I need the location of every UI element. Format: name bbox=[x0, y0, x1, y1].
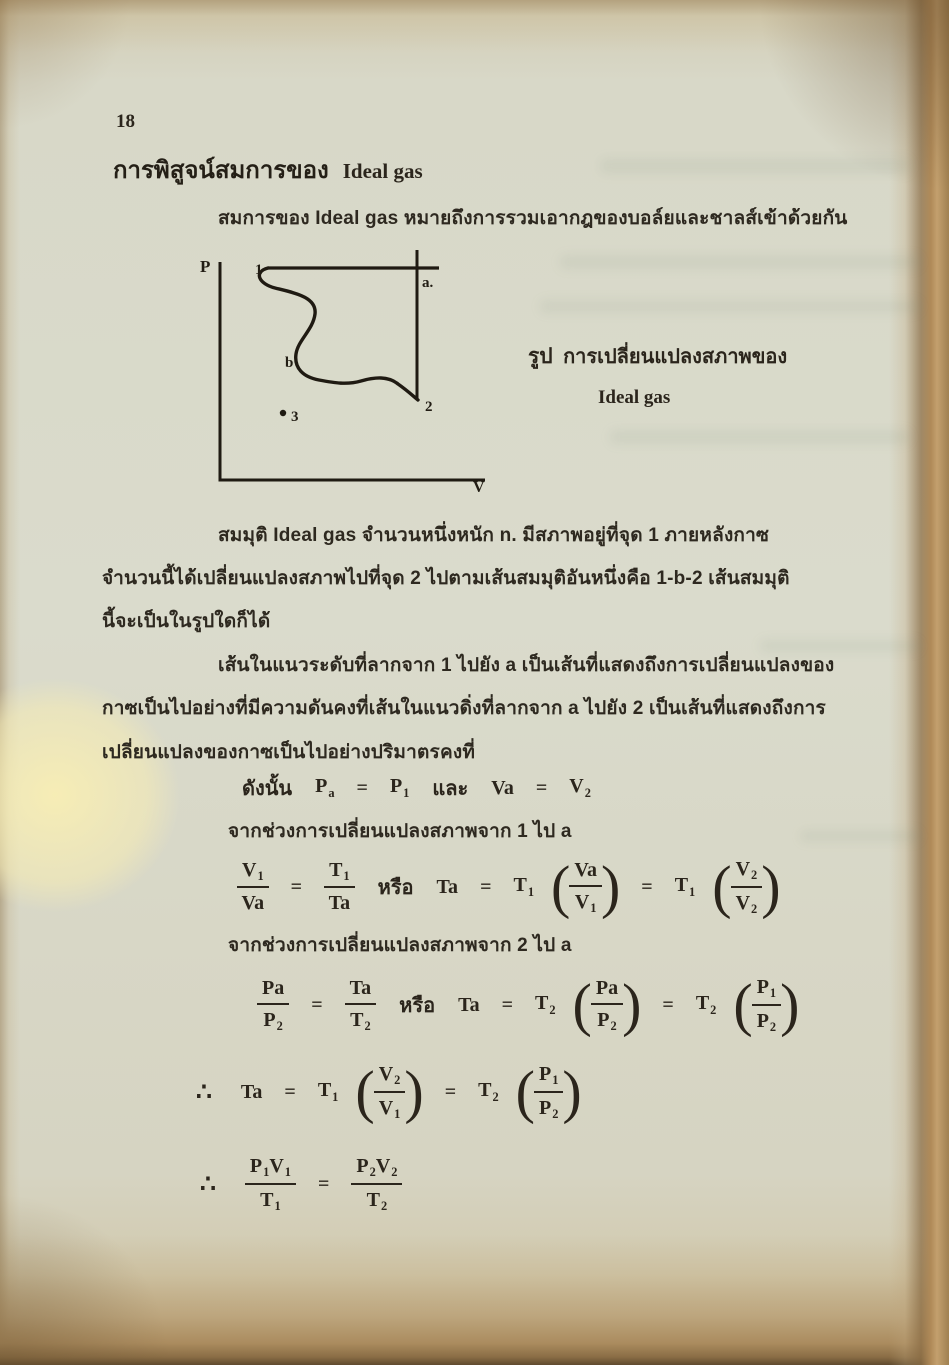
operator: = bbox=[480, 875, 492, 898]
bleed-through-mark bbox=[610, 430, 910, 444]
parenthesized-fraction: ( $\frac{Va}{V_1}$ ) bbox=[551, 853, 621, 921]
paragraph-line: จากช่วงการเปลี่ยนแปลงสภาพจาก 1 ไป a bbox=[228, 821, 572, 842]
thai-word: และ bbox=[432, 778, 469, 800]
therefore-symbol: ∴ bbox=[200, 1171, 218, 1198]
parenthesized-fraction: ( $\frac{P_1}{P_2}$ ) bbox=[733, 971, 800, 1039]
math-term: $P_1$ bbox=[389, 775, 410, 800]
section-heading bbox=[113, 150, 423, 189]
page-number: 18 bbox=[116, 111, 135, 132]
pv-diagram bbox=[195, 248, 495, 493]
operator: = bbox=[444, 1080, 457, 1103]
math-term: Va bbox=[491, 776, 514, 799]
bleed-through-mark bbox=[600, 158, 910, 174]
math-term: $V_2$ bbox=[569, 775, 591, 800]
thai-word: ดังนั้น bbox=[242, 778, 293, 800]
operator: = bbox=[641, 875, 653, 898]
equation-1 bbox=[228, 848, 789, 926]
bleed-through-mark bbox=[540, 300, 920, 313]
math-term: $T_2$ bbox=[478, 1079, 499, 1104]
math-term: $T_2$ bbox=[535, 992, 556, 1017]
point-b-label: b bbox=[285, 355, 294, 371]
heading-thai: การพิสูจน์สมการของ bbox=[113, 157, 329, 184]
operator: = bbox=[535, 776, 548, 799]
paragraph-line: จากช่วงการเปลี่ยนแปลงสภาพจาก 2 ไป a bbox=[228, 935, 572, 956]
math-term: Ta bbox=[458, 993, 480, 1016]
paragraph-line: นี้จะเป็นในรูปใดก็ได้ bbox=[102, 611, 271, 632]
fraction: $\frac{Pa}{P_2}$ bbox=[257, 977, 289, 1034]
point-3-label: 3 bbox=[291, 409, 299, 425]
heading-latin: Ideal gas bbox=[342, 159, 423, 183]
paragraph-line: เปลี่ยนแปลงของกาซเป็นไปอย่างปริมาตรคงที่ bbox=[102, 742, 476, 763]
point-3-dot bbox=[280, 410, 286, 416]
bleed-through-mark bbox=[560, 255, 920, 269]
operator: = bbox=[662, 993, 674, 1016]
point-a-label: a. bbox=[422, 275, 434, 291]
operator: = bbox=[290, 875, 303, 898]
paragraph-line: กาซเป็นไปอย่างที่มีความดันคงที่เส้นในแนวดิ่งที่ลากจาก a ไปยัง 2 เป็นเส้นที่แสดงถึงการ bbox=[102, 698, 826, 719]
parenthesized-fraction: ( $\frac{V_2}{V_2}$ ) bbox=[712, 853, 781, 921]
therefore-symbol: ∴ bbox=[196, 1079, 214, 1106]
operator: = bbox=[311, 993, 323, 1016]
math-term: $T_1$ bbox=[317, 1079, 339, 1104]
math-term: $T_1$ bbox=[513, 874, 535, 899]
bleed-through-mark bbox=[800, 830, 920, 842]
operator: = bbox=[501, 993, 513, 1016]
equation-given bbox=[228, 772, 600, 804]
fraction: $\frac{P_2V_2}{T_2}$ bbox=[351, 1155, 402, 1213]
y-axis-label: P bbox=[200, 257, 211, 276]
operator: = bbox=[317, 1172, 330, 1195]
point-2-label: 2 bbox=[425, 399, 433, 415]
parenthesized-fraction: ( $\frac{V_2}{V_1}$ ) bbox=[355, 1058, 424, 1126]
math-term: $P_a$ bbox=[315, 775, 335, 800]
paragraph-line: เส้นในแนวระดับที่ลากจาก 1 ไปยัง a เป็นเส้นที่แสดงถึงการเปลี่ยนแปลงของ bbox=[218, 655, 835, 676]
operator: = bbox=[284, 1080, 296, 1103]
thai-word: หรือ bbox=[377, 877, 414, 899]
paragraph-line: สมมุติ Ideal gas จำนวนหนึ่งหนัก n. มีสภาพอยู่ที่จุด 1 ภายหลังกาซ bbox=[218, 525, 770, 546]
equation-4 bbox=[200, 1138, 411, 1230]
parenthesized-fraction: ( $\frac{P_1}{P_2}$ ) bbox=[515, 1058, 582, 1126]
caption-text: การเปลี่ยนแปลงสภาพของ bbox=[563, 346, 788, 368]
fraction: $\frac{T_1}{Ta}$ bbox=[324, 859, 355, 916]
fraction: $\frac{P_1V_1}{T_1}$ bbox=[245, 1155, 296, 1213]
caption-prefix: รูป bbox=[528, 345, 553, 368]
parenthesized-fraction: ( $\frac{Pa}{P_2}$ ) bbox=[572, 971, 642, 1039]
equation-2 bbox=[248, 963, 807, 1047]
hypothetical-path-1-b-2 bbox=[259, 268, 418, 400]
intro-paragraph: สมการของ Ideal gas หมายถึงการรวมเอากฎของบอล์ยและชาลส์เข้าด้วยกัน bbox=[218, 208, 848, 229]
equation-3 bbox=[196, 1050, 590, 1134]
x-axis-label: V bbox=[473, 479, 485, 493]
figure-caption-subtitle: Ideal gas bbox=[598, 387, 671, 408]
fraction: $\frac{Ta}{T_2}$ bbox=[345, 977, 377, 1034]
math-term: Ta bbox=[436, 875, 459, 898]
math-term: Ta bbox=[240, 1080, 263, 1103]
paragraph-line: จำนวนนี้ได้เปลี่ยนแปลงสภาพไปที่จุด 2 ไปตามเส้นสมมุติอันหนึ่งคือ 1-b-2 เส้นสมมุติ bbox=[102, 568, 790, 589]
figure-caption bbox=[528, 340, 787, 373]
fraction: $\frac{V_1}{Va}$ bbox=[237, 859, 269, 916]
point-1-label: 1 bbox=[255, 262, 263, 278]
thai-word: หรือ bbox=[399, 995, 436, 1017]
operator: = bbox=[356, 776, 368, 799]
math-term: $T_2$ bbox=[695, 992, 717, 1017]
math-term: $T_1$ bbox=[674, 874, 696, 899]
axes bbox=[220, 262, 485, 480]
